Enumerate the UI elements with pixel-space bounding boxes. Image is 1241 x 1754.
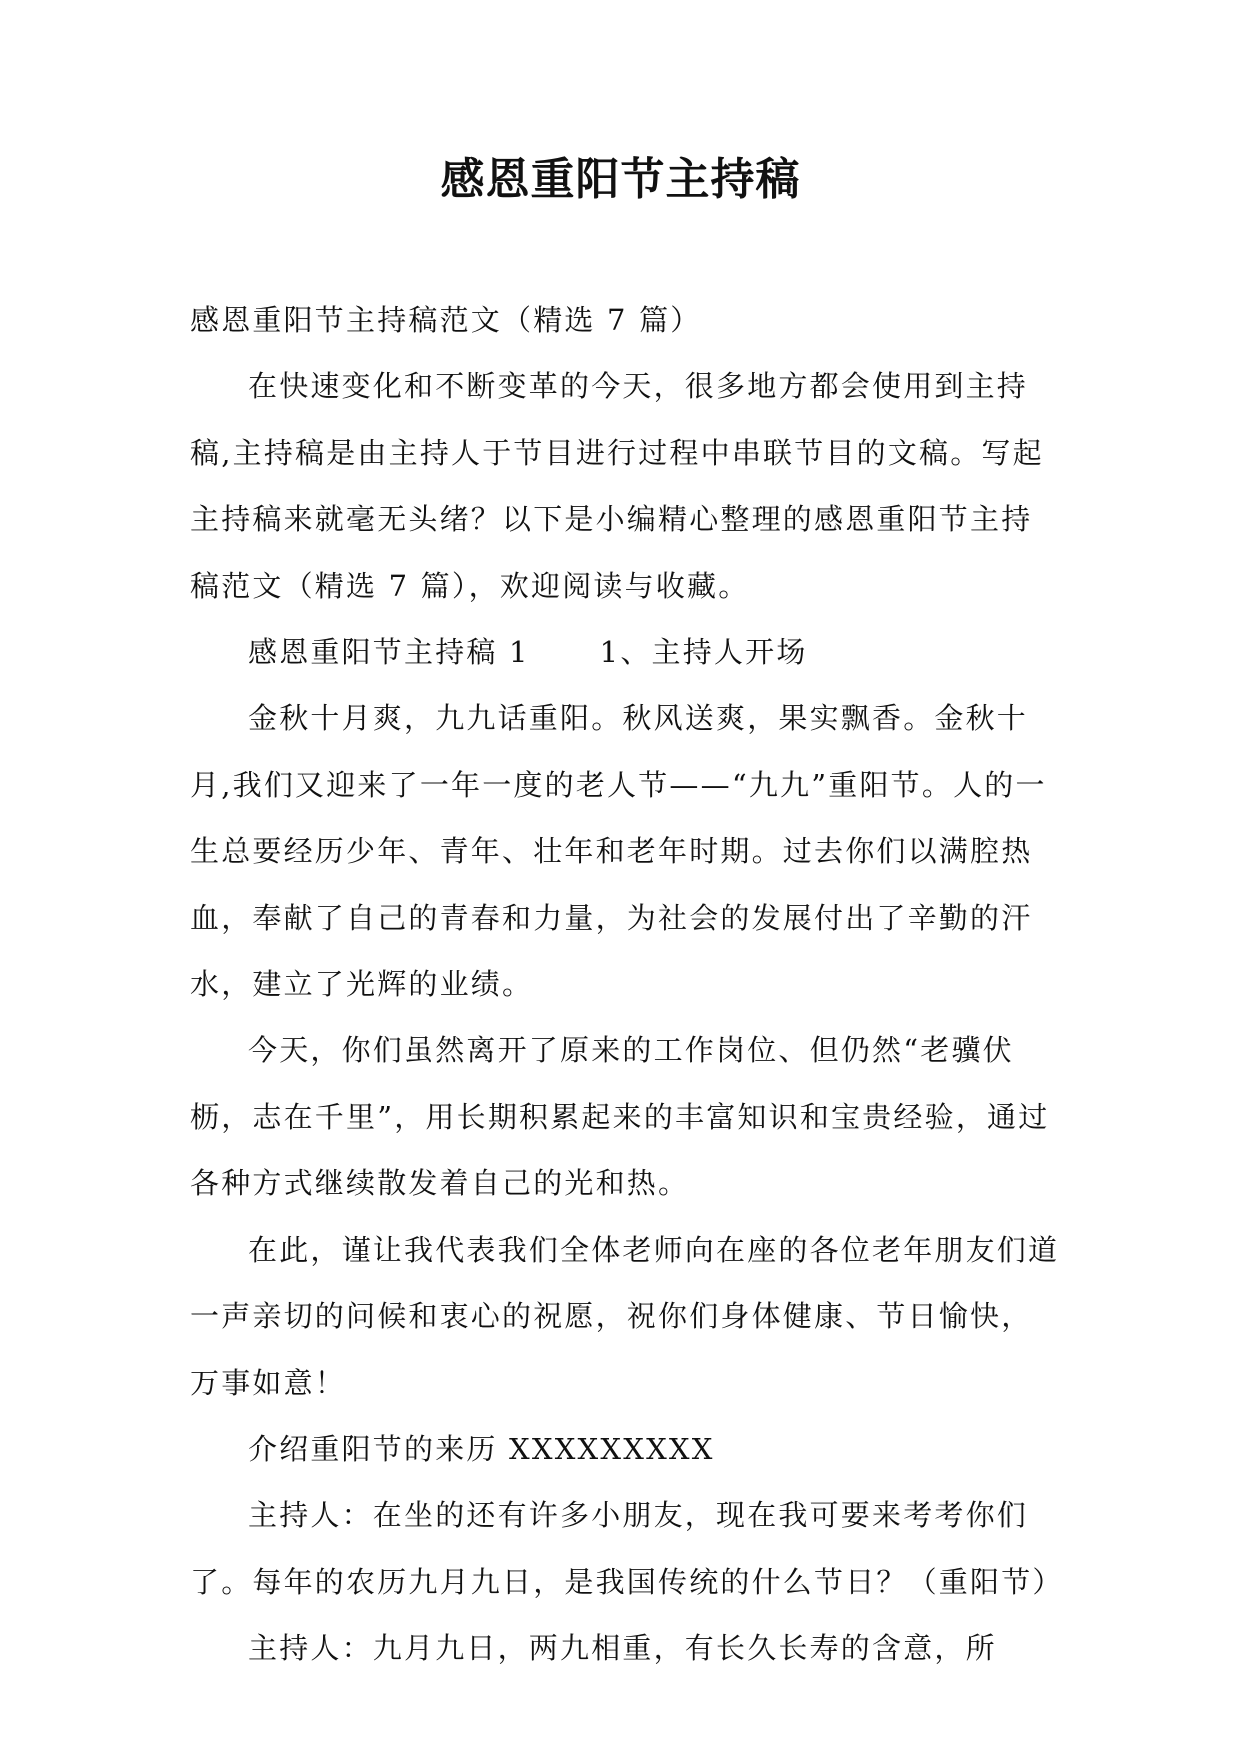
section-heading-title: 感恩重阳节主持稿 1	[248, 635, 530, 670]
body-paragraph: 主持人：九月九日，两九相重，有长久长寿的含意，所	[248, 1631, 997, 1666]
body-paragraph: 在此，谨让我代表我们全体老师向在座的各位老年朋友们道一声亲切的问候和衷心的祝愿，祝你们身体健康、节日愉快，万事如意！	[190, 1232, 1060, 1400]
intro-paragraph: 在快速变化和不断变革的今天，很多地方都会使用到主持稿,主持稿是由主持人于节目进行过程中串联节目的文稿。写起主持稿来就毫无头绪？以下是小编精心整理的感恩重阳节主持稿范文（精选 7 篇），欢迎阅读与收藏。	[190, 369, 1044, 603]
section-heading-subtitle: 1、主持人开场	[599, 635, 808, 670]
document-subtitle: 感恩重阳节主持稿范文（精选 7 篇）	[190, 303, 702, 337]
body-paragraph: 介绍重阳节的来历 XXXXXXXXX	[248, 1431, 715, 1466]
section-heading	[190, 619, 1060, 685]
body-paragraph: 今天，你们虽然离开了原来的工作岗位、但仍然“老骥伏枥，志在千里”，用长期积累起来的丰富知识和宝贵经验，通过各种方式继续散发着自己的光和热。	[190, 1033, 1050, 1201]
body-paragraph: 金秋十月爽，九九话重阳。秋风送爽，果实飘香。金秋十月,我们又迎来了一年一度的老人节——“九九”重阳节。人的一生总要经历少年、青年、壮年和老年时期。过去你们以满腔热血，奉献了自己的青春和力量，为社会的发展付出了辛勤的汗水，建立了光辉的业绩。	[190, 701, 1047, 1002]
document-title: 感恩重阳节主持稿	[440, 154, 801, 205]
body-paragraph: 主持人：在坐的还有许多小朋友，现在我可要来考考你们了。每年的农历九月九日，是我国传统的什么节日？（重阳节）	[190, 1498, 1064, 1599]
document-body	[190, 287, 1064, 1682]
